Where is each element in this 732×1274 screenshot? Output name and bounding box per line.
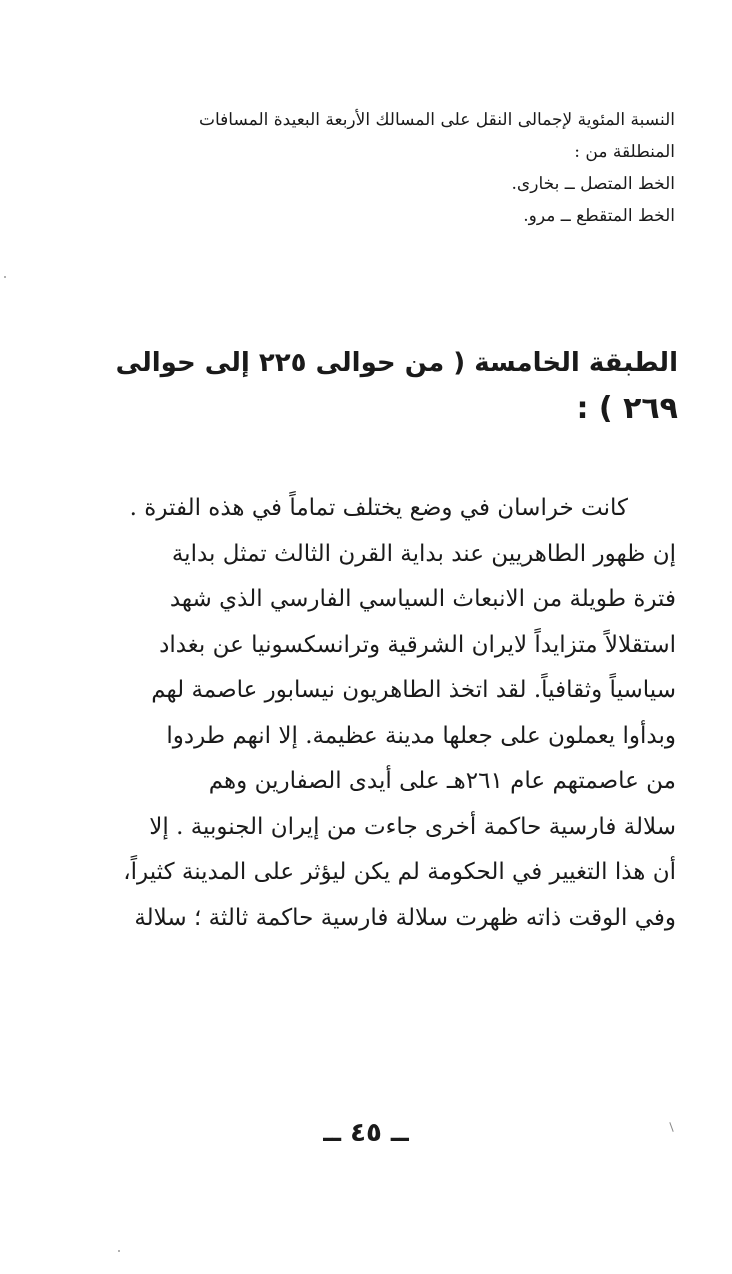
paragraph-line: من عاصمتهم عام ٢٦١هـ على أيدى الصفارين وهم xyxy=(208,768,676,794)
paragraph-line: إن ظهور الطاهريين عند بداية القرن الثالث تمثل بداية xyxy=(171,540,676,567)
paragraph-line: كانت خراسان في وضع يختلف تماماً في هذه الفترة . xyxy=(129,495,628,521)
figure-caption xyxy=(120,104,675,232)
caption-legend-dashed: الخط المتقطع ــ مرو. xyxy=(523,206,675,226)
paragraph-line: وبدأوا يعملون على جعلها مدينة عظيمة. إلا انهم طردوا xyxy=(166,722,676,749)
caption-line: المنطلقة من : xyxy=(574,142,675,162)
paragraph-line: سياسياً وثقافياً. لقد اتخذ الطاهريون نيسابور عاصمة لهم xyxy=(151,677,676,703)
body-paragraph xyxy=(110,486,676,941)
caption-line: النسبة المئوية لإجمالى النقل على المسالك الأربعة البعيدة المسافات xyxy=(198,110,675,130)
scan-speck xyxy=(118,1250,120,1252)
paragraph-line: أن هذا التغيير في الحكومة لم يكن ليؤثر على المدينة كثيراً، xyxy=(123,859,676,885)
page-number: ــ ٤٥ ــ xyxy=(323,1118,409,1148)
paragraph-line: سلالة فارسية حاكمة أخرى جاءت من إيران الجنوبية . إلا xyxy=(149,813,676,840)
caption-legend-solid: الخط المتصل ــ بخارى. xyxy=(511,174,675,194)
scan-speck xyxy=(4,276,6,278)
paragraph-line: فترة طويلة من الانبعاث السياسي الفارسي الذي شهد xyxy=(169,586,676,612)
heading-line: ٢٦٩ ) : xyxy=(576,391,678,426)
section-heading xyxy=(110,340,678,432)
paragraph-line: وفي الوقت ذاته ظهرت سلالة فارسية حاكمة ثالثة ؛ سلالة xyxy=(134,904,676,931)
paragraph-line: استقلالاً متزايداً لايران الشرقية وترانسكسونيا عن بغداد xyxy=(159,631,676,658)
heading-line: الطبقة الخامسة ( من حوالى ٢٢٥ إلى حوالى xyxy=(115,348,678,378)
